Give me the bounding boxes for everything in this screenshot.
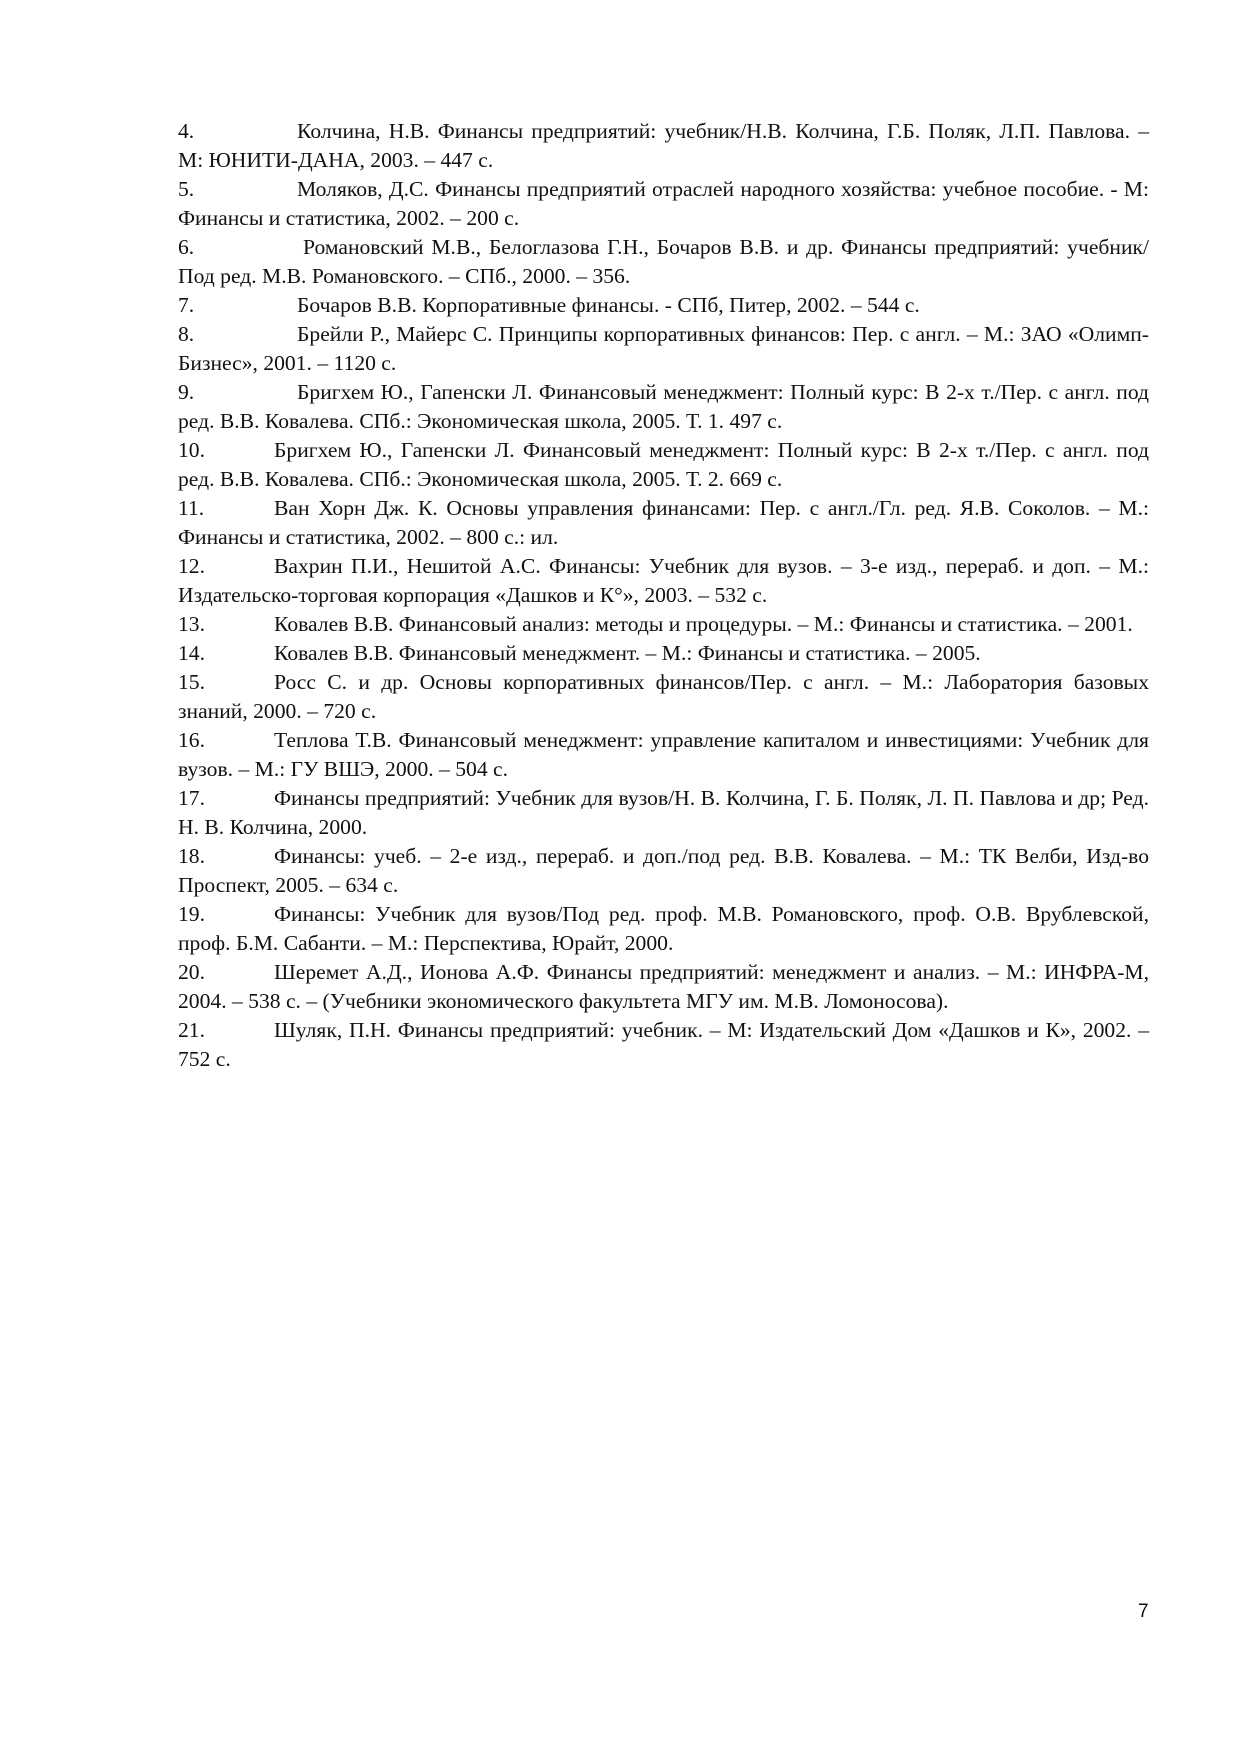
- reference-item: [178, 552, 1149, 610]
- reference-text: Ковалев В.В. Финансовый менеджмент. – М.: Финансы и статистика. – 2005.: [274, 641, 981, 665]
- reference-item: [178, 668, 1149, 726]
- reference-item: [178, 610, 1149, 639]
- reference-item: [178, 639, 1149, 668]
- reference-item: [178, 436, 1149, 494]
- reference-item: [178, 117, 1149, 175]
- reference-number: 14.: [178, 641, 205, 665]
- reference-text: Финансы: Учебник для вузов/Под ред. проф. М.В. Романовского, проф. О.В. Врублевской, проф. Б.М. Сабанти. – М.: Перспектива, Юрайт, 2000.: [178, 902, 1149, 955]
- reference-text: Бригхем Ю., Гапенски Л. Финансовый менеджмент: Полный курс: В 2-х т./Пер. с англ. под ред. В.В. Ковалева. СПб.: Экономическая школа, 2005. Т. 2. 669 с.: [178, 438, 1149, 491]
- reference-text: Бригхем Ю., Гапенски Л. Финансовый менеджмент: Полный курс: В 2-х т./Пер. с англ. под ред. В.В. Ковалева. СПб.: Экономическая школа, 2005. Т. 1. 497 с.: [178, 380, 1149, 433]
- reference-text: Росс С. и др. Основы корпоративных финансов/Пер. с англ. – М.: Лаборатория базовых знаний, 2000. – 720 с.: [178, 670, 1149, 723]
- reference-item: [178, 175, 1149, 233]
- reference-text: Ван Хорн Дж. К. Основы управления финансами: Пер. с англ./Гл. ред. Я.В. Соколов. – М.: Финансы и статистика, 2002. – 800 с.: ил.: [178, 496, 1149, 549]
- reference-number: 11.: [178, 496, 205, 520]
- reference-text: Шуляк, П.Н. Финансы предприятий: учебник. – М: Издательский Дом «Дашков и К», 2002. – 752 с.: [178, 1018, 1149, 1071]
- reference-item: [178, 233, 1149, 291]
- reference-list: [178, 117, 1149, 1074]
- reference-number: 8.: [178, 322, 195, 346]
- reference-item: [178, 378, 1149, 436]
- reference-item: [178, 320, 1149, 378]
- reference-number: 19.: [178, 902, 205, 926]
- reference-item: [178, 494, 1149, 552]
- reference-number: 10.: [178, 438, 205, 462]
- reference-text: Вахрин П.И., Нешитой А.С. Финансы: Учебник для вузов. – 3-е изд., перераб. и доп. – М.: Издательско-торговая корпорация «Дашков и К°», 2003. – 532 с.: [178, 554, 1149, 607]
- reference-number: 21.: [178, 1018, 205, 1042]
- reference-number: 16.: [178, 728, 205, 752]
- reference-text: Романовский М.В., Белоглазова Г.Н., Бочаров В.В. и др. Финансы предприятий: учебник/Под ред. М.В. Романовского. – СПб., 2000. – 356.: [178, 235, 1149, 288]
- reference-item: [178, 726, 1149, 784]
- reference-item: [178, 1016, 1149, 1074]
- reference-text: Финансы: учеб. – 2-е изд., перераб. и доп./под ред. В.В. Ковалева. – М.: ТК Велби, Изд-во Проспект, 2005. – 634 с.: [178, 844, 1149, 897]
- reference-item: [178, 784, 1149, 842]
- reference-number: 12.: [178, 554, 205, 578]
- reference-number: 18.: [178, 844, 205, 868]
- reference-text: Теплова Т.В. Финансовый менеджмент: управление капиталом и инвестициями: Учебник для вузов. – М.: ГУ ВШЭ, 2000. – 504 с.: [178, 728, 1149, 781]
- reference-text: Бочаров В.В. Корпоративные финансы. - СПб, Питер, 2002. – 544 с.: [297, 293, 920, 317]
- reference-text: Шеремет А.Д., Ионова А.Ф. Финансы предприятий: менеджмент и анализ. – М.: ИНФРА-М, 2004. – 538 с. – (Учебники экономического факультета МГУ им. М.В. Ломоносова).: [178, 960, 1149, 1013]
- reference-number: 13.: [178, 612, 205, 636]
- reference-item: [178, 291, 1149, 320]
- reference-number: 4.: [178, 119, 195, 143]
- reference-number: 15.: [178, 670, 205, 694]
- reference-item: [178, 900, 1149, 958]
- reference-number: 5.: [178, 177, 195, 201]
- reference-item: [178, 958, 1149, 1016]
- reference-text: Финансы предприятий: Учебник для вузов/Н. В. Колчина, Г. Б. Поляк, Л. П. Павлова и др; Ред. Н. В. Колчина, 2000.: [178, 786, 1149, 839]
- reference-text: Брейли Р., Майерс С. Принципы корпоративных финансов: Пер. с англ. – М.: ЗАО «Олимп-Бизнес», 2001. – 1120 с.: [178, 322, 1149, 375]
- reference-number: 7.: [178, 293, 195, 317]
- reference-item: [178, 842, 1149, 900]
- reference-number: 20.: [178, 960, 205, 984]
- reference-number: 17.: [178, 786, 205, 810]
- page-number: 7: [1138, 1601, 1149, 1622]
- reference-number: 6.: [178, 235, 195, 259]
- reference-text: Колчина, Н.В. Финансы предприятий: учебник/Н.В. Колчина, Г.Б. Поляк, Л.П. Павлова. – М: ЮНИТИ-ДАНА, 2003. – 447 с.: [178, 119, 1149, 172]
- reference-text: Ковалев В.В. Финансовый анализ: методы и процедуры. – М.: Финансы и статистика. – 2001.: [274, 612, 1133, 636]
- reference-text: Моляков, Д.С. Финансы предприятий отраслей народного хозяйства: учебное пособие. - М: Финансы и статистика, 2002. – 200 с.: [178, 177, 1149, 230]
- reference-number: 9.: [178, 380, 195, 404]
